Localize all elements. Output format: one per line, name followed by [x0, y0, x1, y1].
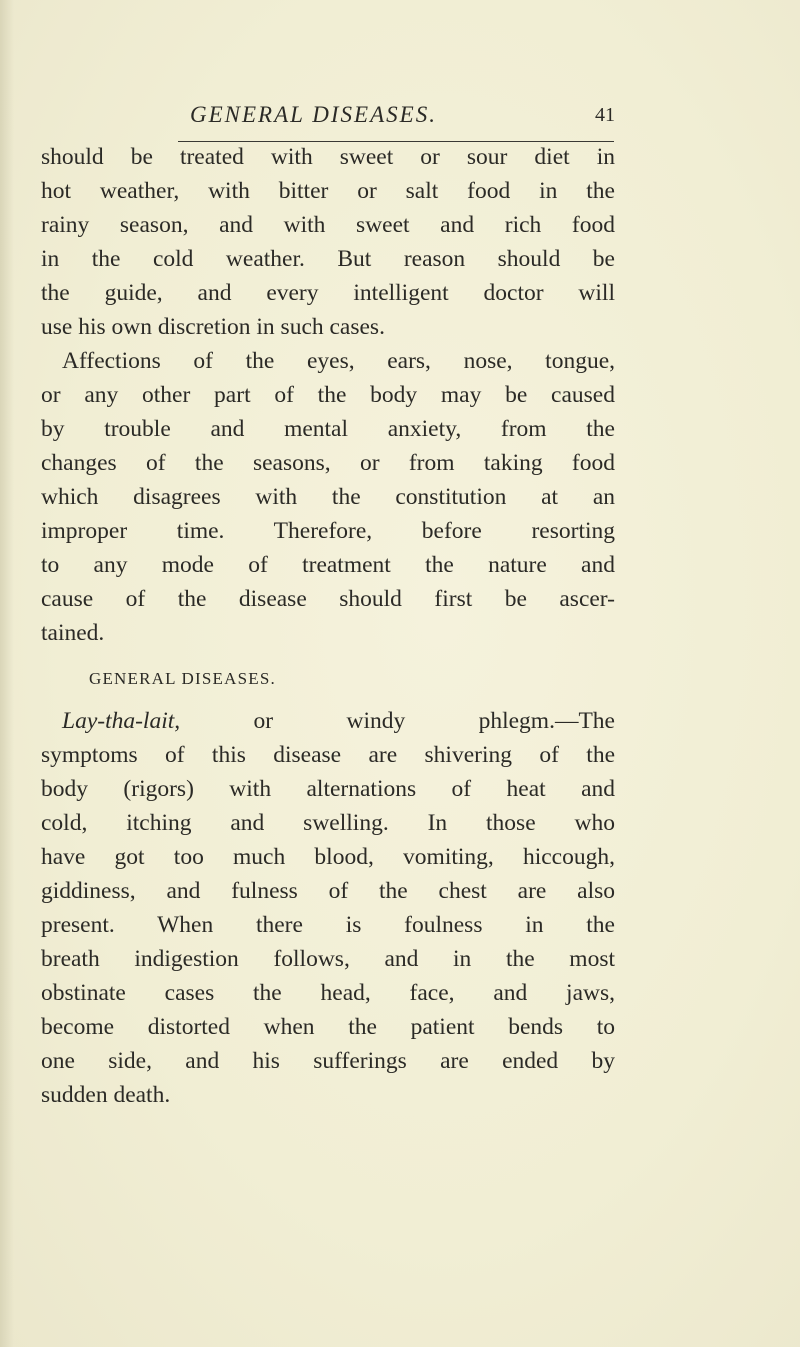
page-number: 41	[595, 104, 615, 126]
running-head-title: GENERAL DISEASES.	[190, 102, 437, 127]
text-line: one side, and his sufferings are ended by	[41, 1048, 615, 1074]
text-line: obstinate cases the head, face, and jaws,	[41, 980, 615, 1006]
text-fragment: or windy phlegm.—The	[180, 708, 615, 734]
text-line: in the cold weather. But reason should be	[41, 246, 615, 272]
page-gutter-shadow	[0, 0, 14, 1347]
section-heading: GENERAL DISEASES.	[89, 669, 276, 688]
text-line: become distorted when the patient bends to	[41, 1014, 615, 1040]
paragraph-continued	[41, 140, 615, 344]
text-line: rainy season, and with sweet and rich food	[41, 212, 615, 238]
text-line: tained.	[41, 620, 105, 646]
text-line: breath indigestion follows, and in the most	[41, 946, 615, 972]
text-line: should be treated with sweet or sour diet in	[41, 144, 615, 170]
paragraph-affections	[41, 344, 615, 650]
text-line: sudden death.	[41, 1082, 171, 1108]
text-line: Affections of the eyes, ears, nose, tongue,	[62, 348, 615, 374]
text-line: cause of the disease should first be ascer-	[41, 586, 615, 612]
text-line: changes of the seasons, or from taking food	[41, 450, 615, 476]
text-line-with-term	[41, 704, 615, 738]
text-line: have got too much blood, vomiting, hiccough,	[41, 844, 615, 870]
text-line: the guide, and every intelligent doctor will	[41, 280, 615, 306]
text-line: improper time. Therefore, before resorting	[41, 518, 615, 544]
body-text	[41, 140, 615, 1112]
text-line: cold, itching and swelling. In those who	[41, 810, 615, 836]
text-line: or any other part of the body may be caused	[41, 382, 615, 408]
text-line: use his own discretion in such cases.	[41, 314, 385, 340]
text-line: symptoms of this disease are shivering of the	[41, 742, 615, 768]
text-line: hot weather, with bitter or salt food in the	[41, 178, 615, 204]
paragraph-lay-tha-lait	[41, 704, 615, 1112]
text-line: by trouble and mental anxiety, from the	[41, 416, 615, 442]
text-line: body (rigors) with alternations of heat and	[41, 776, 615, 802]
text-line: which disagrees with the constitution at an	[41, 484, 615, 510]
text-line: to any mode of treatment the nature and	[41, 552, 615, 578]
text-line: giddiness, and fulness of the chest are also	[41, 878, 615, 904]
running-head	[40, 98, 615, 132]
text-line: present. When there is foulness in the	[41, 912, 615, 938]
disease-term: Lay-tha-lait,	[62, 708, 181, 734]
